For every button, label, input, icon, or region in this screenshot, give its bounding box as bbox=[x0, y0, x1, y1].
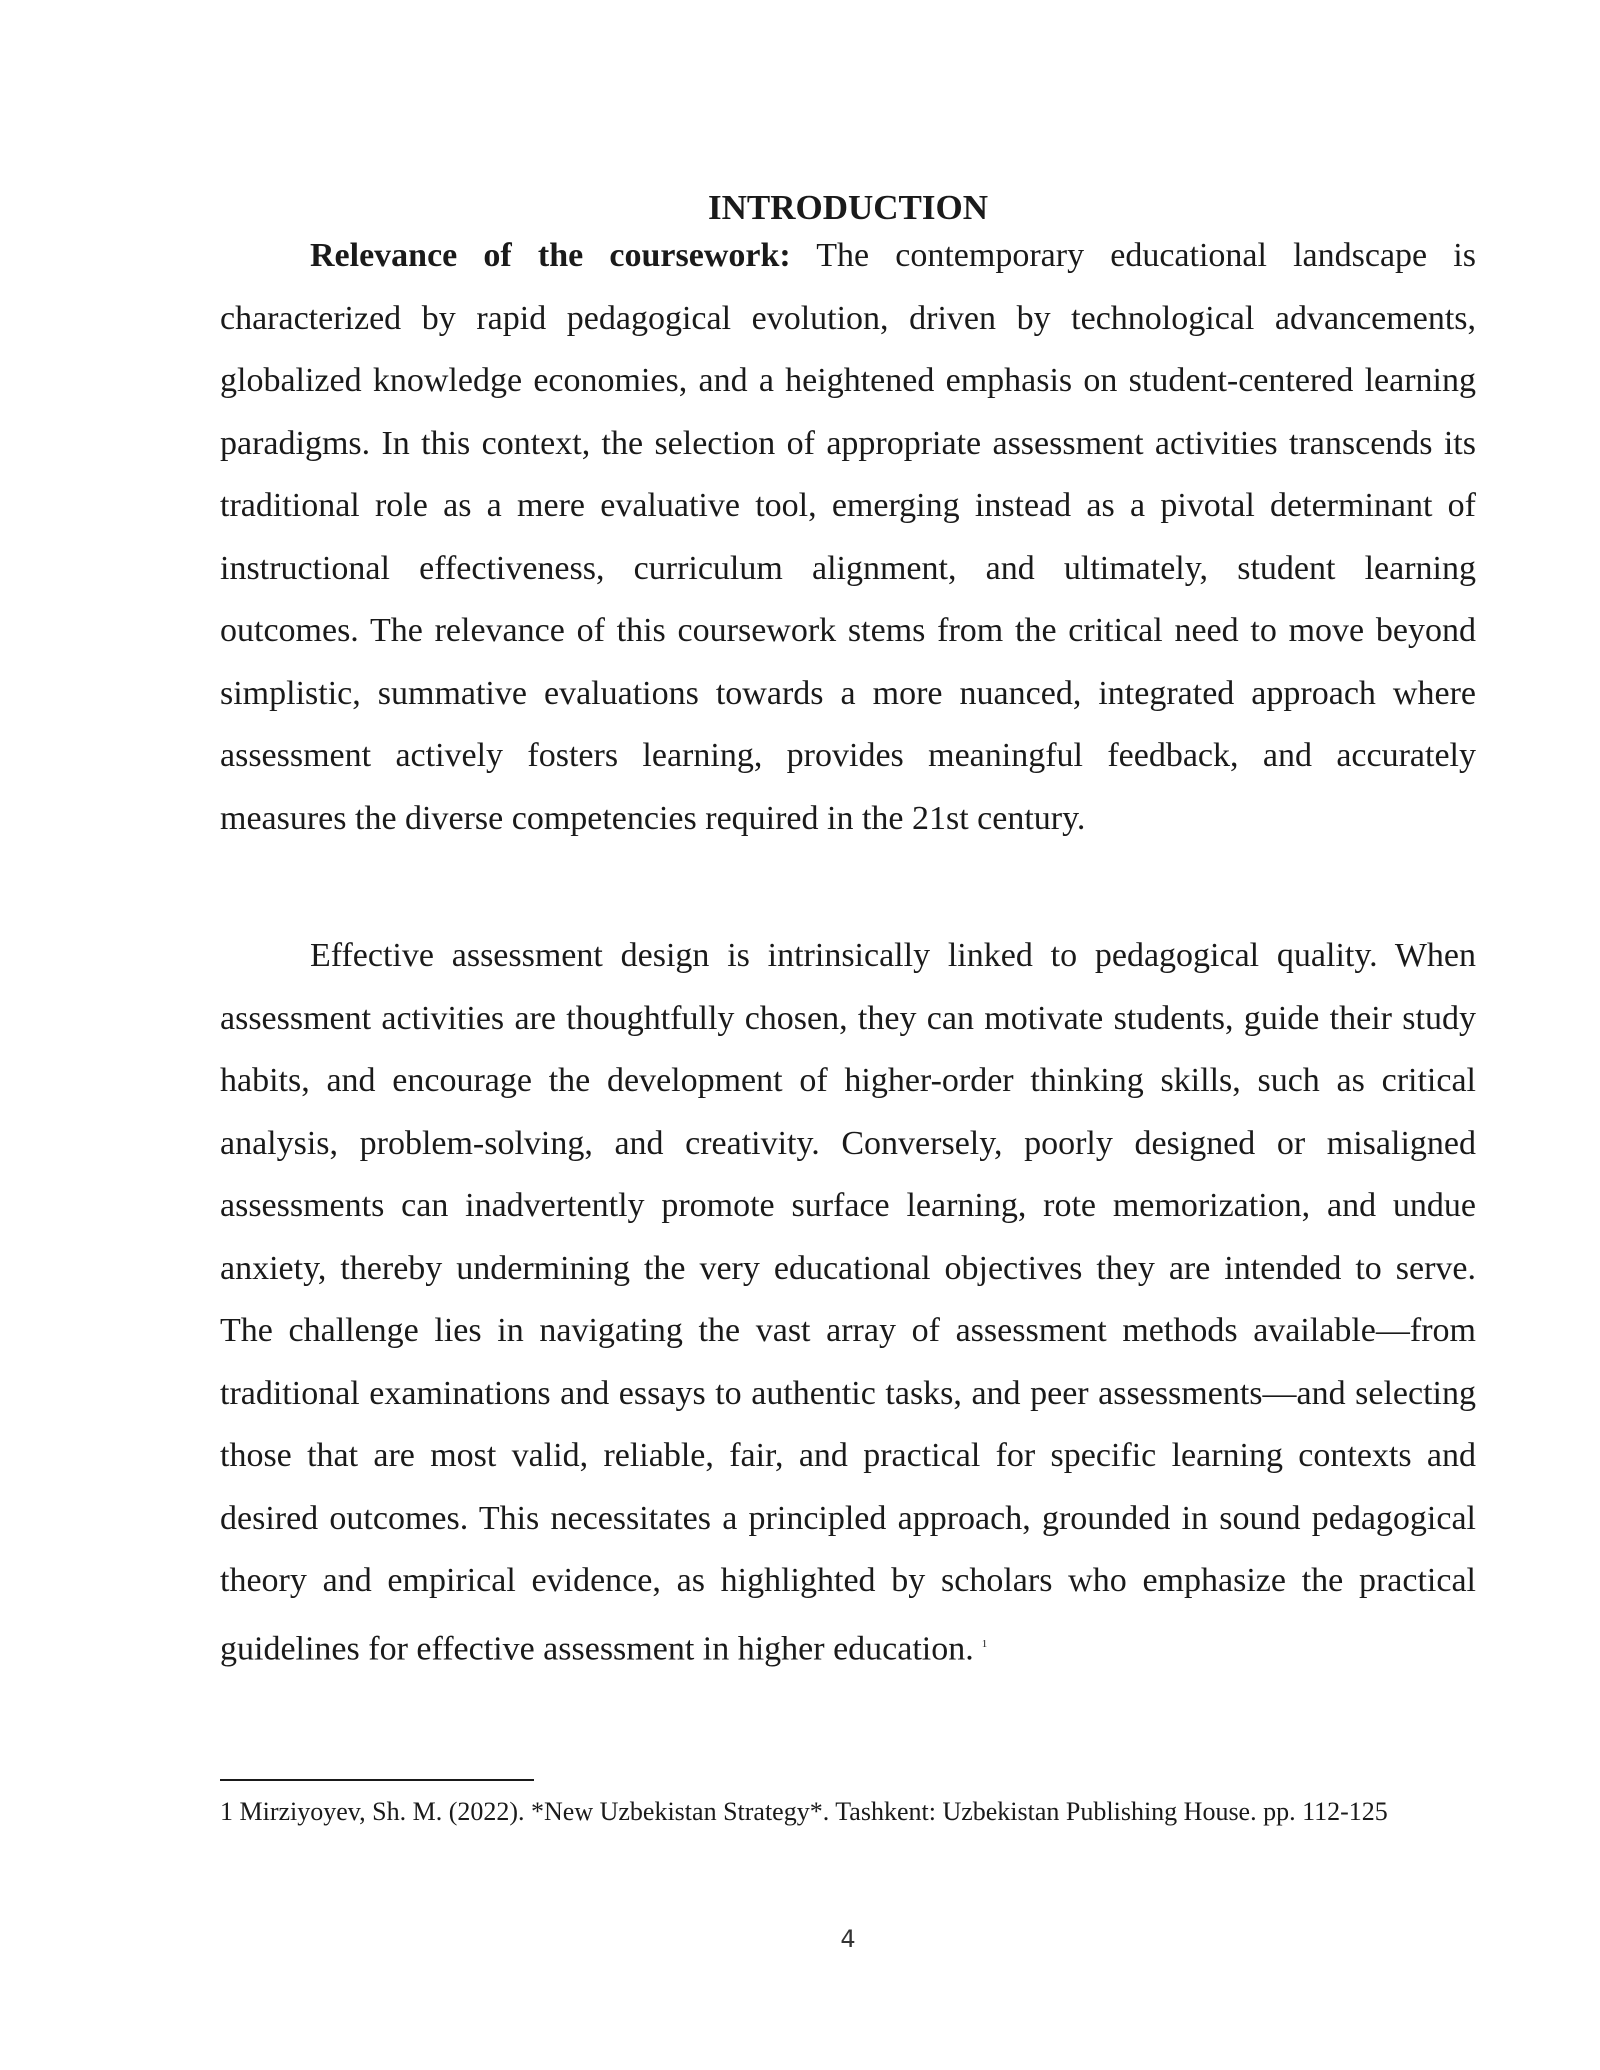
page-number: 4 bbox=[840, 1925, 856, 1953]
body-paragraph-relevance bbox=[220, 225, 1476, 850]
page-title: INTRODUCTION bbox=[707, 188, 989, 227]
paragraph-text: Effective assessment design is intrinsically linked to pedagogical quality. When assessment activities are thoughtfully chosen, they can motivate students, guide their study habits, and encourage the development of higher-order thinking skills, such as critical analysis, problem-solving, and creativity. Conversely, poorly designed or misaligned assessments can inadvertently promote surface learning, rote memorization, and undue anxiety, thereby undermining the very educational objectives they are intended to serve. The challenge lies in navigating the vast array of assessment methods available—from traditional examinations and essays to authentic tasks, and peer assessments—and selecting those that are most valid, reliable, fair, and practical for specific learning contexts and desired outcomes. This necessitates a principled approach, grounded in sound pedagogical theory and empirical evidence, as highlighted by scholars who emphasize the practical guidelines for effective assessment in higher education. bbox=[220, 937, 1476, 1667]
footnote-separator bbox=[220, 1779, 534, 1781]
footnote-reference: 1 bbox=[981, 1637, 988, 1650]
footnote: 1 Mirziyoyev, Sh. M. (2022). *New Uzbekistan Strategy*. Tashkent: Uzbekistan Publishing House. pp. 112-125 bbox=[220, 1797, 1388, 1826]
paragraph-lead-label: Relevance of the coursework: bbox=[310, 237, 791, 274]
body-paragraph-assessment-design bbox=[220, 925, 1476, 1680]
paragraph-text: The contemporary educational landscape is characterized by rapid pedagogical evolution, driven by technological advancements, globalized knowledge economies, and a heightened emphasis on student-centered learning paradigms. In this context, the selection of appropriate assessment activities transcends its traditional role as a mere evaluative tool, emerging instead as a pivotal determinant of instructional effectiveness, curriculum alignment, and ultimately, student learning outcomes. The relevance of this coursework stems from the critical need to move beyond simplistic, summative evaluations towards a more nuanced, integrated approach where assessment actively fosters learning, provides meaningful feedback, and accurately measures the diverse competencies required in the 21st century. bbox=[220, 237, 1476, 837]
